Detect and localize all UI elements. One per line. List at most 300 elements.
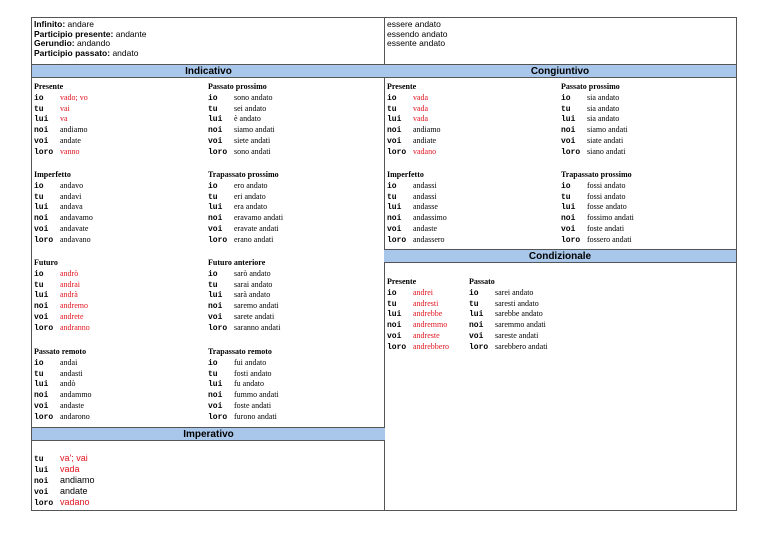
verb-form: saremmo andati <box>495 320 546 330</box>
indicativo-trapassato-remoto <box>208 347 279 423</box>
pronoun: lui <box>34 203 49 213</box>
pronoun: noi <box>469 321 484 331</box>
condizionale-passato <box>469 277 548 353</box>
verb-form: saresti andato <box>495 298 539 308</box>
indicativo-futuro-anteriore <box>208 258 280 334</box>
imperativo-row <box>34 464 95 475</box>
conjugation-row <box>208 125 275 136</box>
pronoun: tu <box>34 192 44 202</box>
verb-form: andavo <box>60 180 84 190</box>
congiuntivo-imperfetto <box>387 170 447 246</box>
conjugation-row <box>208 104 275 115</box>
pronoun: lui <box>387 310 402 320</box>
pronoun: tu <box>208 280 218 290</box>
pronoun: io <box>34 181 44 191</box>
conjugation-row <box>208 290 280 301</box>
indicativo-passato-prossimo <box>208 82 275 158</box>
conjugation-row <box>469 320 548 331</box>
pronoun: lui <box>208 291 223 301</box>
conjugation-row <box>561 192 634 203</box>
verb-form: vai <box>60 103 70 113</box>
conjugation-row <box>387 114 441 125</box>
verb-form: foste andati <box>587 223 625 233</box>
conjugation-row <box>208 114 275 125</box>
conjugation-row <box>387 192 447 203</box>
verb-form: andammo <box>60 390 92 400</box>
verb-form: andiamo <box>60 125 88 135</box>
pronoun: voi <box>208 401 223 411</box>
verb-form: fui andato <box>234 357 267 367</box>
pronoun: tu <box>469 299 479 309</box>
pronoun: tu <box>34 369 44 379</box>
conjugation-row <box>387 104 441 115</box>
conjugation-row <box>208 280 280 291</box>
pronoun: lui <box>208 380 223 390</box>
conjugation-row <box>34 301 90 312</box>
conjugation-row <box>387 213 447 224</box>
conjugation-row <box>208 301 280 312</box>
tense-title: Passato prossimo <box>208 82 267 91</box>
pronoun: loro <box>469 342 489 352</box>
verb-form: andrà <box>60 290 78 300</box>
tense-title: Futuro anteriore <box>208 258 266 267</box>
conjugation-row <box>34 269 90 280</box>
pronoun: lui <box>34 115 49 125</box>
pronoun: tu <box>34 455 44 464</box>
conjugation-row <box>469 299 548 310</box>
compound-gerundio: essendo andato <box>387 28 448 39</box>
conjugation-row <box>208 390 279 401</box>
conjugation-row <box>208 412 279 423</box>
pronoun: noi <box>387 126 402 136</box>
verb-form: vada <box>413 92 429 102</box>
conjugation-row <box>34 358 92 369</box>
verb-form: foste andati <box>234 400 272 410</box>
pronoun: tu <box>387 104 397 114</box>
verb-form: ero andato <box>234 180 268 190</box>
conjugation-row <box>387 224 447 235</box>
verb-form: fosti andato <box>234 368 272 378</box>
verb-form: vada <box>413 103 429 113</box>
verb-form: sei andato <box>234 103 267 113</box>
pronoun: lui <box>387 203 402 213</box>
imperativo-row <box>34 453 95 464</box>
conjugation-row <box>208 379 279 390</box>
verb-form: vado; vo <box>60 92 88 102</box>
conjugation-row <box>34 114 88 125</box>
verb-form: siate andati <box>587 135 624 145</box>
gerundio-label: Gerundio: <box>34 38 75 48</box>
conjugation-table <box>31 17 737 511</box>
pronoun: tu <box>34 104 44 114</box>
verb-form: era andato <box>234 202 268 212</box>
verb-form: sarebbe andato <box>495 309 543 319</box>
pronoun: voi <box>34 224 49 234</box>
compound-participio: essente andato <box>387 38 446 48</box>
conjugation-row <box>561 136 628 147</box>
pronoun: io <box>561 93 571 103</box>
verb-form: vanno <box>60 146 80 156</box>
indicativo-futuro <box>34 258 90 334</box>
pronoun: loro <box>34 412 54 422</box>
conjugation-row <box>34 280 90 291</box>
verb-form: vadano <box>413 146 437 156</box>
conjugation-row <box>387 299 449 310</box>
conjugation-row <box>34 147 88 158</box>
conjugation-row <box>34 412 92 423</box>
verb-form: andrai <box>60 279 80 289</box>
verb-forms-left <box>34 20 146 58</box>
imperativo-row <box>34 475 95 486</box>
pronoun: noi <box>34 391 49 401</box>
pronoun: lui <box>34 291 49 301</box>
pronoun: noi <box>208 126 223 136</box>
congiuntivo-passato <box>561 82 628 158</box>
participio-presente-value: andante <box>115 28 147 39</box>
verb-form: andaste <box>413 223 437 233</box>
conjugation-row <box>387 288 449 299</box>
conjugation-row <box>34 401 92 412</box>
participio-presente-label: Participio presente: <box>34 28 114 39</box>
verb-form: va'; vai <box>60 453 88 463</box>
pronoun: lui <box>387 115 402 125</box>
pronoun: lui <box>34 466 49 475</box>
conjugation-row <box>34 181 93 192</box>
tense-title: Passato prossimo <box>561 82 620 91</box>
pronoun: loro <box>34 235 54 245</box>
pronoun: io <box>387 93 397 103</box>
conjugation-row <box>34 390 92 401</box>
conjugation-row <box>34 125 88 136</box>
conjugation-row <box>387 93 441 104</box>
participio-passato-line <box>34 49 146 59</box>
conjugation-row <box>208 312 280 323</box>
conjugation-row <box>561 181 634 192</box>
tense-title: Imperfetto <box>34 170 71 179</box>
pronoun: loro <box>208 235 228 245</box>
pronoun: lui <box>561 115 576 125</box>
pronoun: voi <box>561 224 576 234</box>
pronoun: noi <box>387 214 402 224</box>
verb-forms-right <box>387 20 448 49</box>
conjugation-row <box>208 401 279 412</box>
pronoun: noi <box>387 321 402 331</box>
verb-form: andiamo <box>60 475 95 485</box>
conjugation-row <box>561 104 628 115</box>
verb-form: andiate <box>413 135 437 145</box>
tense-title: Presente <box>387 277 417 286</box>
pronoun: voi <box>34 488 49 497</box>
infinito-value: andare <box>67 19 94 29</box>
conjugation-row <box>208 323 280 334</box>
conjugation-row <box>561 224 634 235</box>
pronoun: noi <box>561 214 576 224</box>
verb-form: eravate andati <box>234 223 279 233</box>
pronoun: voi <box>561 136 576 146</box>
verb-form: andranno <box>60 322 90 332</box>
verb-form: andate <box>60 135 81 145</box>
pronoun: lui <box>561 203 576 213</box>
pronoun: io <box>34 269 44 279</box>
tense-title: Passato remoto <box>34 347 87 356</box>
verb-form: fummo andati <box>234 390 279 400</box>
conjugation-row <box>387 147 441 158</box>
verb-form: andate <box>60 486 88 496</box>
pronoun: tu <box>208 104 218 114</box>
verb-form: andassero <box>413 234 445 244</box>
pronoun: io <box>208 181 218 191</box>
pronoun: tu <box>387 192 397 202</box>
verb-form: andassimo <box>413 213 447 223</box>
verb-form: andresti <box>413 298 439 308</box>
congiuntivo-presente <box>387 82 441 158</box>
pronoun: voi <box>208 312 223 322</box>
pronoun: voi <box>387 224 402 234</box>
conjugation-row <box>561 93 628 104</box>
verb-form: andiamo <box>413 125 441 135</box>
verb-form: andasti <box>60 368 83 378</box>
participio-passato-label: Participio passato: <box>34 47 111 58</box>
pronoun: io <box>34 93 44 103</box>
pronoun: io <box>387 181 397 191</box>
verb-form: sareste andati <box>495 330 539 340</box>
conjugation-row <box>208 93 275 104</box>
pronoun: voi <box>34 401 49 411</box>
pronoun: loro <box>387 147 407 157</box>
verb-form: andavi <box>60 191 82 201</box>
pronoun: tu <box>208 369 218 379</box>
verb-form: erano andati <box>234 234 274 244</box>
tense-title: Presente <box>34 82 64 91</box>
pronoun: io <box>34 358 44 368</box>
verb-form: eri andato <box>234 191 266 201</box>
conjugation-row <box>387 309 449 320</box>
participio-passato-value: andato <box>112 47 139 58</box>
verb-form: andavamo <box>60 213 93 223</box>
pronoun: lui <box>34 380 49 390</box>
pronoun: voi <box>208 136 223 146</box>
verb-form: siamo andati <box>234 125 275 135</box>
pronoun: lui <box>208 115 223 125</box>
tense-title: Imperfetto <box>387 170 424 179</box>
verb-form: siete andati <box>234 135 271 145</box>
pronoun: voi <box>34 312 49 322</box>
pronoun: loro <box>561 235 581 245</box>
conjugation-row <box>34 213 93 224</box>
conjugation-row <box>208 269 280 280</box>
pronoun: loro <box>208 323 228 333</box>
conjugation-row <box>208 192 283 203</box>
pronoun: tu <box>561 104 571 114</box>
imperativo-block <box>34 453 95 508</box>
verb-form: andava <box>60 202 83 212</box>
verb-form: andai <box>60 357 78 367</box>
tense-title: Trapassato remoto <box>208 347 272 356</box>
verb-form: andremo <box>60 301 88 311</box>
condizionale-presente <box>387 277 449 353</box>
header-condizionale: Condizionale <box>384 249 736 263</box>
conjugation-row <box>208 235 283 246</box>
pronoun: io <box>469 288 479 298</box>
verb-form: sono andati <box>234 146 271 156</box>
conjugation-row <box>387 125 441 136</box>
pronoun: voi <box>208 224 223 234</box>
conjugation-row <box>34 323 90 334</box>
conjugation-row <box>208 358 279 369</box>
verb-form: andremmo <box>413 320 448 330</box>
conjugation-row <box>469 331 548 342</box>
conjugation-row <box>469 309 548 320</box>
tense-title: Trapassato prossimo <box>561 170 632 179</box>
verb-form: andavano <box>60 234 91 244</box>
verb-form: andreste <box>413 330 440 340</box>
gerundio-value: andando <box>76 38 111 48</box>
pronoun: noi <box>208 391 223 401</box>
verb-form: andassi <box>413 191 437 201</box>
pronoun: voi <box>387 331 402 341</box>
pronoun: io <box>208 93 218 103</box>
conjugation-row <box>208 147 275 158</box>
verb-form: andarono <box>60 411 90 421</box>
conjugation-row <box>561 125 628 136</box>
conjugation-row <box>387 235 447 246</box>
verb-form: andasse <box>413 202 438 212</box>
conjugation-row <box>34 235 93 246</box>
verb-form: andavate <box>60 223 89 233</box>
pronoun: tu <box>387 299 397 309</box>
verb-form: andaste <box>60 400 84 410</box>
verb-form: fossi andato <box>587 180 626 190</box>
verb-form: furono andati <box>234 411 277 421</box>
header-congiuntivo: Congiuntivo <box>384 64 736 78</box>
tense-title: Presente <box>387 82 417 91</box>
pronoun: voi <box>387 136 402 146</box>
conjugation-row <box>387 342 449 353</box>
verb-form: sia andato <box>587 114 620 124</box>
pronoun: io <box>387 288 397 298</box>
conjugation-row <box>387 136 441 147</box>
conjugation-row <box>208 213 283 224</box>
pronoun: io <box>208 358 218 368</box>
pronoun: loro <box>34 147 54 157</box>
conjugation-row <box>387 320 449 331</box>
verb-form: andrebbe <box>413 309 443 319</box>
indicativo-imperfetto <box>34 170 93 246</box>
verb-form: sia andato <box>587 103 620 113</box>
conjugation-row <box>34 202 93 213</box>
pronoun: tu <box>561 192 571 202</box>
conjugation-row <box>561 202 634 213</box>
conjugation-row <box>34 93 88 104</box>
conjugation-row <box>34 369 92 380</box>
conjugation-row <box>208 181 283 192</box>
pronoun: noi <box>34 477 49 486</box>
verb-form: fu andato <box>234 379 264 389</box>
pronoun: loro <box>387 235 407 245</box>
indicativo-trapassato-prossimo <box>208 170 283 246</box>
verb-form: andrò <box>60 268 79 278</box>
verb-form: siano andati <box>587 146 626 156</box>
pronoun: voi <box>34 136 49 146</box>
verb-form: andrei <box>413 287 433 297</box>
imperativo-row <box>34 497 95 508</box>
verb-form: vada <box>413 114 429 124</box>
conjugation-row <box>387 181 447 192</box>
pronoun: lui <box>469 310 484 320</box>
pronoun: loro <box>34 323 54 333</box>
conjugation-row <box>208 202 283 213</box>
pronoun: loro <box>208 412 228 422</box>
verb-form: sarete andati <box>234 311 275 321</box>
verb-form: sia andato <box>587 92 620 102</box>
verb-form: andassi <box>413 180 437 190</box>
indicativo-passato-remoto <box>34 347 92 423</box>
conjugation-row <box>34 224 93 235</box>
pronoun: noi <box>208 214 223 224</box>
infinito-label: Infinito: <box>34 19 66 29</box>
pronoun: lui <box>208 203 223 213</box>
conjugation-row <box>34 290 90 301</box>
verb-form: vada <box>60 464 80 474</box>
compound-infinito: essere andato <box>387 19 441 29</box>
pronoun: tu <box>208 192 218 202</box>
conjugation-row <box>208 136 275 147</box>
verb-form: eravamo andati <box>234 213 284 223</box>
pronoun: noi <box>561 126 576 136</box>
pronoun: io <box>208 269 218 279</box>
conjugation-row <box>34 192 93 203</box>
verb-form: andrebbero <box>413 341 449 351</box>
conjugation-row <box>34 312 90 323</box>
conjugation-row <box>561 235 634 246</box>
verb-form: andò <box>60 379 76 389</box>
verb-form: sarò andato <box>234 268 271 278</box>
header-indicativo: Indicativo <box>32 64 385 78</box>
verb-form: fossi andato <box>587 191 626 201</box>
pronoun: loro <box>34 499 54 508</box>
conjugation-row <box>387 331 449 342</box>
conjugation-row <box>387 202 447 213</box>
conjugation-row <box>208 369 279 380</box>
pronoun: tu <box>34 280 44 290</box>
verb-form: fosse andato <box>587 202 627 212</box>
conjugation-row <box>34 379 92 390</box>
tense-title: Passato <box>469 277 495 286</box>
tense-title: Trapassato prossimo <box>208 170 279 179</box>
conjugation-row <box>34 104 88 115</box>
imperativo-row <box>34 486 95 497</box>
conjugation-row <box>561 114 628 125</box>
verb-form: è andato <box>234 114 261 124</box>
verb-form: andrete <box>60 311 84 321</box>
tense-title: Futuro <box>34 258 58 267</box>
congiuntivo-trapassato <box>561 170 634 246</box>
pronoun: noi <box>34 214 49 224</box>
verb-form: fossero andati <box>587 234 632 244</box>
verb-form: fossimo andati <box>587 213 634 223</box>
verb-form: siamo andati <box>587 125 628 135</box>
verb-form: sarà andato <box>234 290 271 300</box>
verb-form: vadano <box>60 497 90 507</box>
verb-form: sarei andato <box>495 287 534 297</box>
verb-form: sono andato <box>234 92 273 102</box>
pronoun: loro <box>208 147 228 157</box>
verb-form: saranno andati <box>234 322 281 332</box>
pronoun: io <box>561 181 571 191</box>
pronoun: noi <box>34 302 49 312</box>
pronoun: noi <box>34 126 49 136</box>
indicativo-presente <box>34 82 88 158</box>
